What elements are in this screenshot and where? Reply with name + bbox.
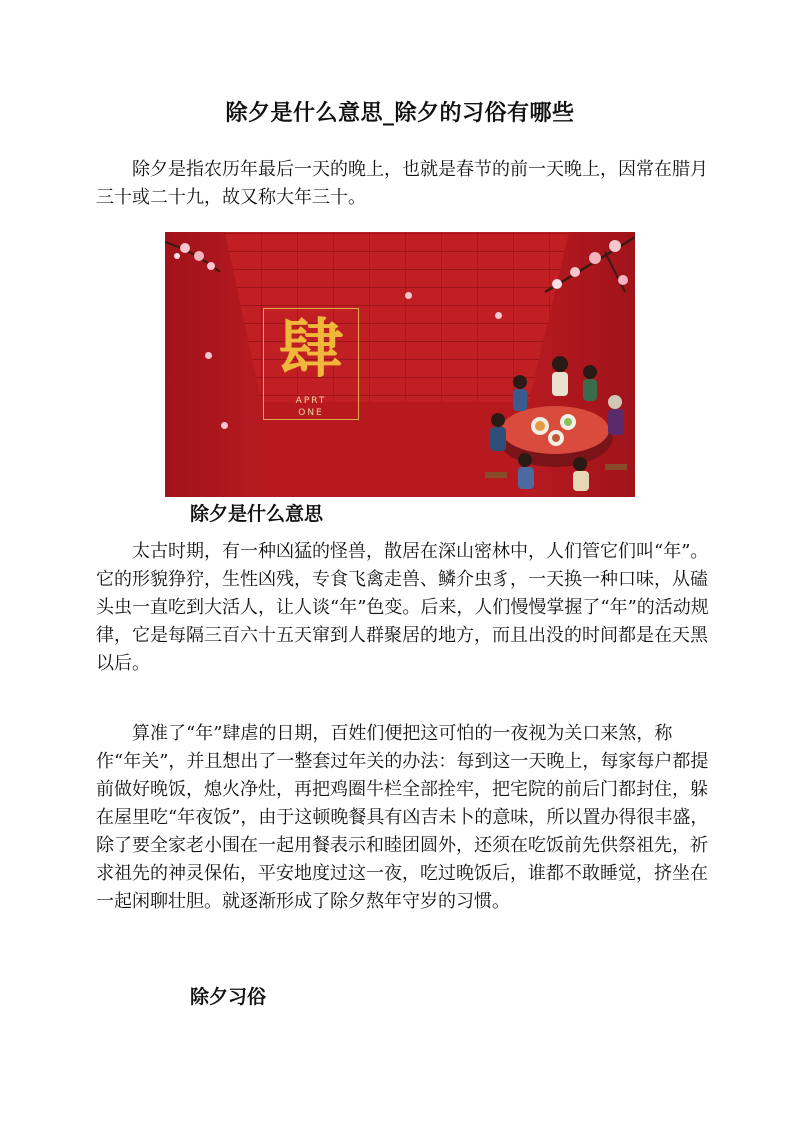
- paragraph-legend: 太古时期，有一种凶猛的怪兽，散居在深山密林中，人们管它们叫“年”。它的形貌狰狞，生性凶残，专食飞禽走兽、鳞介虫豸，一天换一种口味，从磕头虫一直吃到大活人，让人谈“年”色变。后来，人们慢慢掌握了“年”的活动规律，它是每隔三百六十五天窜到人群聚居的地方，而且出没的时间都是在天黑以后。: [96, 541, 709, 674]
- intro-paragraph: 除夕是指农历年最后一天的晚上，也就是春节的前一天晚上，因常在腊月三十或二十九，故又称大年三十。: [96, 159, 708, 208]
- seal-character: 肆: [279, 313, 343, 387]
- paragraph-customs-origin: 算准了“年”肆虐的日期，百姓们便把这可怕的一夜视为关口来煞，称作“年关”，并且想出了一整套过年关的办法：每到这一天晚上，每家每户都提前做好晚饭，熄火净灶，再把鸡圈牛栏全部拴牢，把宅院的前后门都封住，躲在屋里吃“年夜饭”，由于这顿晚餐具有凶吉未卜的意味，所以置办得很丰盛，除了要全家老小围在一起用餐表示和睦团圆外，还须在吃饭前先供祭祖先，祈求祖先的神灵保佑，平安地度过这一夜，吃过晚饭后，谁都不敢睡觉，挤坐在一起闲聊壮胆。就逐渐形成了除夕熬年守岁的习惯。: [96, 723, 709, 912]
- petal: [405, 292, 412, 299]
- seal-caption-line1: APRT: [295, 396, 327, 406]
- seal-caption-line2: ONE: [298, 408, 324, 418]
- petal: [205, 352, 212, 359]
- page-title: 除夕是什么意思_除夕的习俗有哪些: [225, 101, 575, 126]
- family-dinner-icon: [480, 342, 635, 497]
- section-heading-customs: 除夕习俗: [190, 986, 267, 1008]
- plum-blossom-left-icon: [165, 232, 245, 292]
- plum-blossom-right-icon: [505, 232, 635, 312]
- new-year-dinner-illustration: [165, 232, 635, 497]
- petal: [495, 312, 502, 319]
- section-heading-meaning: 除夕是什么意思: [190, 503, 324, 525]
- petal: [221, 422, 228, 429]
